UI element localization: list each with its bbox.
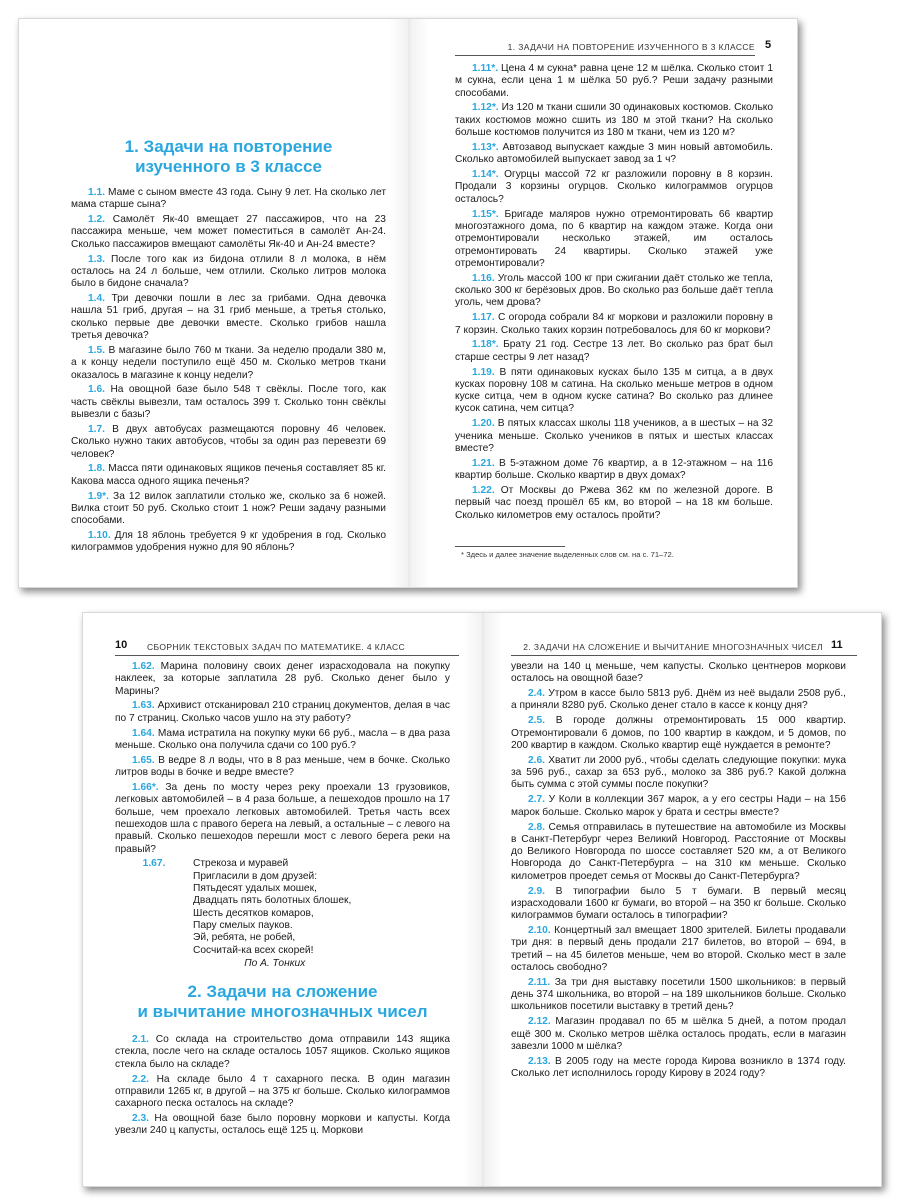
problem-text: Из 120 м ткани сшили 30 одинаковых костюмов. Сколько таких костюмов можно сшить из 180 м этой ткани? На сколько больше костюмов получится из 180 м ткани, чем из 120 м? (455, 102, 773, 139)
problem-number: 1.62. (132, 661, 155, 672)
poem-author: По А. Тонких (244, 957, 306, 969)
problem-number: 2.11. (528, 976, 551, 988)
problem-number: 2.3. (132, 1113, 149, 1125)
right-column (511, 661, 846, 1083)
problem-number: 1.19. (472, 366, 495, 378)
problem-item (115, 728, 450, 753)
problem-number: 1.14*. (472, 169, 499, 181)
right-column (455, 63, 773, 525)
problem-number: 1.22. (472, 485, 495, 497)
problem-text: За день по мосту через реку проехали 13 грузовиков, легковых автомобилей – в 4 раза больше, а пешеходов прошло на 17 больше, чем проехало легковых автомобилей. Третья часть всех пешеходов шла с правого берега на левый, а остальные – с левого на правый. Сколько пешеходов перешли мост с левого берега реки на правый? (115, 782, 450, 855)
page-number: 5 (765, 39, 772, 51)
problem-item (455, 312, 773, 337)
problem-number: 1.4. (88, 293, 105, 305)
problem-item (455, 339, 773, 364)
problem-item (115, 1113, 450, 1138)
problem-number: 1.63. (132, 700, 155, 712)
problem-item (455, 458, 773, 483)
problem-text: Архивист отсканировал 210 страниц документов, делая в час по 7 страниц. Сколько часов ушло на эту работу? (115, 700, 450, 724)
problem-text: В городе должны отремонтировать 15 000 квартир. Отремонтировали 6 домов, по 100 квартир в каждом, и 5 домов, по 200 квартир в каждом. Сколько квартир ещё нуждается в ремонте? (511, 715, 846, 751)
problem-text: В типографии было 5 т бумаги. В первый месяц израсходовали 1600 кг бумаги, во второй – на 350 кг больше. Сколько килограммов бумаги осталось в типографии? (511, 885, 846, 922)
problem-item (511, 822, 846, 883)
section-title (115, 982, 450, 1022)
problem-item (455, 63, 773, 100)
problem-item (71, 530, 386, 555)
problem-text: Автозавод выпускает каждые 3 мин новый автомобиль. Сколько автомобилей выпускает завод за 1 ч? (455, 141, 773, 166)
problem-text: После того как из бидона отлили 8 л молока, в нём осталось на 24 л больше, чем отлили. Сколько литров молока было в бидоне сначала? (71, 253, 386, 290)
problem-item (71, 254, 386, 291)
problem-number: 2.10. (528, 925, 551, 937)
problem-text: В пятых классах школы 118 учеников, а в шестых – на 32 ученика меньше. Сколько учеников в пятых и шестых классах вместе? (455, 418, 773, 454)
problem-number: 1.18*. (472, 339, 499, 351)
footnote: * Здесь и далее значение выделенных слов см. на с. 71–72. (461, 550, 674, 559)
poem-line: Шесть десятков комаров, (193, 907, 314, 919)
problem-text: Хватит ли 2000 руб., чтобы сделать следующие покупки: мука за 596 руб., сахар за 653 руб., молоко за 386 руб.? Какой должна быть сумма с этой суммы после покупки? (511, 754, 846, 791)
problem-number: 1.20. (472, 418, 495, 430)
problem-item (455, 169, 773, 206)
problem-text: Огурцы массой 72 кг разложили поровну в 8 корзин. Продали 3 корзины огурцов. Сколько килограммов огурцов осталось? (455, 169, 773, 205)
problem-item (71, 424, 386, 461)
problem-item (455, 209, 773, 270)
problem-text: Концертный зал вмещает 1800 зрителей. Билеты продавали три дня: в первый день продали 217 билетов, во второй – 694, в третий – на 45 билетов меньше, чем во второй. Сколько мест в зале осталось свободно? (511, 925, 846, 973)
problem-number: 2.4. (528, 688, 545, 700)
problem-text: В 2005 году на месте города Кирова возникло в 1374 году. Сколько лет исполнилось городу Кирову в 2024 году? (511, 1055, 846, 1080)
page-11 (483, 613, 882, 1186)
problem-number: 2.2. (132, 1073, 149, 1085)
section-title-line-2: и вычитание многозначных чисел (137, 1002, 428, 1022)
problem-text: С огорода собрали 84 кг моркови и разложили поровну в 7 корзин. Сколько таких корзин потребовалось для 60 кг моркови? (455, 312, 773, 336)
problem-item (511, 688, 846, 713)
problem-item (455, 102, 773, 139)
problem-text: Цена 4 м сукна* равна цене 12 м шёлка. Сколько стоит 1 м сукна, если цена 1 м шёлка 50 руб.? Реши задачу разными способами. (455, 63, 773, 99)
problem-text: Маме с сыном вместе 43 года. Сыну 9 лет. На сколько лет мама старше сына? (71, 187, 386, 211)
left-column (71, 137, 386, 557)
bottom-book-spread (82, 612, 882, 1187)
problem-text: Семья отправилась в путешествие на автомобиле из Москвы в Санкт-Петербург через Великий Новгород. Расстояние от Москвы до Великого Новгорода по шоссе составляет 520 км, а от Великого Новгорода до Санкт-Петербурга – на 310 км меньше. Сколько километров проедет семья от Москвы до Санкт-Петербурга? (511, 821, 846, 882)
header-rule (115, 655, 459, 656)
section-title-line-2: изученного в 3 классе (135, 157, 322, 176)
problem-text: Утром в кассе было 5813 руб. Днём из неё выдали 2508 руб., а приняли 8280 руб. Сколько денег стало в кассе к концу дня? (511, 688, 846, 712)
running-header (147, 642, 459, 652)
problem-number: 1.2. (88, 214, 105, 226)
poem-line: Сосчитай-ка всех скорей! (193, 944, 314, 956)
poem-line: Пригласили в дом друзей: (193, 870, 318, 882)
poem-line: Стрекоза и муравей (193, 858, 289, 870)
problem-item (511, 925, 846, 974)
running-header-text: СБОРНИК ТЕКСТОВЫХ ЗАДАЧ ПО МАТЕМАТИКЕ. 4 КЛАСС (147, 642, 406, 652)
problem-item (115, 1074, 450, 1111)
problem-item (511, 794, 846, 819)
page-5 (409, 19, 798, 587)
problem-number: 1.12*. (472, 102, 499, 114)
top-book-spread (18, 18, 798, 588)
problem-text: За 12 вилок заплатили столько же, сколько за 6 ножей. Вилка стоит 50 руб. Сколько стоит 1 нож? Реши задачу разными способами. (71, 490, 386, 527)
problem-list (71, 187, 386, 555)
problem-number: 1.64. (132, 727, 155, 739)
problem-number: 2.6. (528, 754, 545, 766)
running-header-text: 2. ЗАДАЧИ НА СЛОЖЕНИЕ И ВЫЧИТАНИЕ МНОГОЗНАЧНЫХ ЧИСЕЛ (523, 642, 823, 652)
running-header (455, 42, 755, 52)
problem-text: На складе было 4 т сахарного песка. В один магазин отправили 1265 кг, в другой – на 375 кг больше. Сколько килограммов сахарного песка осталось на складе? (115, 1073, 450, 1110)
problem-number: 1.17. (472, 312, 495, 324)
problem-list (455, 63, 773, 522)
problem-number: 1.6. (88, 384, 105, 396)
problem-item (511, 886, 846, 923)
problem-text: Для 18 яблонь требуется 9 кг удобрения в год. Сколько килограммов удобрения нужно для 90 яблонь? (71, 530, 386, 554)
problem-text: В ведре 8 л воды, что в 8 раз меньше, чем в бочке. Сколько литров воды в бочке и ведре вместе? (115, 754, 450, 779)
page-number: 10 (115, 639, 128, 651)
problem-number: 2.13. (528, 1055, 551, 1067)
problem-item (115, 755, 450, 780)
problem-number: 2.9. (528, 885, 545, 897)
problem-text: Со склада на строительство дома отправили 143 ящика стекла, после чего на складе осталось 1057 ящиков. Сколько ящиков стекла было на складе? (115, 1034, 450, 1070)
problem-item (455, 273, 773, 310)
poem-line: Двадцать пять болотных блошек, (193, 895, 352, 907)
problem-text: На овощной базе было поровну моркови и капусты. Когда увезли 240 ц капусты, осталось ещё 125 ц. Моркови (115, 1113, 450, 1137)
problem-list (511, 688, 846, 1080)
problem-number: 1.11*. (472, 63, 499, 74)
problem-text: От Москвы до Ржева 362 км по железной дороге. В первый час поезд прошёл 65 км, во второй – на 18 км больше. Сколько километров ему осталось пройти? (455, 485, 773, 521)
problem-number: 1.65. (132, 754, 155, 766)
problem-item (71, 214, 386, 251)
section-title-line-1: 1. Задачи на повторение (124, 137, 333, 156)
problem-item (71, 384, 386, 421)
problem-text: В двух автобусах размещаются поровну 46 человек. Сколько нужно таких автобусов, чтобы за один раз перевезти 69 человек? (71, 423, 386, 460)
problem-item (71, 491, 386, 528)
poem-line: Пятьдесят удалых мошек, (193, 883, 317, 895)
problem-number: 2.1. (132, 1034, 149, 1046)
running-header (511, 642, 823, 652)
problem-number: 2.7. (528, 794, 545, 806)
problem-number: 1.67. (142, 858, 166, 870)
section-title-line-1: 2. Задачи на сложение (187, 982, 378, 1002)
problem-number: 1.3. (88, 253, 105, 265)
problem-number: 1.7. (88, 423, 105, 435)
problem-item (511, 715, 846, 752)
problem-number: 1.66*. (132, 782, 159, 794)
problem-number: 2.8. (528, 821, 545, 833)
poem-line: Пару смелых пауков. (193, 919, 293, 931)
problem-number: 1.21. (472, 457, 495, 469)
problem-text: Самолёт Як-40 вмещает 27 пассажиров, что на 23 пассажира меньше, чем может поместиться в самолёт Ан-24. Сколько пассажиров вмещают самолёты Як-40 и Ан-24 вместе? (71, 214, 386, 250)
problem-number: 1.8. (88, 463, 105, 475)
problem-item (71, 345, 386, 382)
problem-text: Масса пяти одинаковых ящиков печенья составляет 85 кг. Какова масса одного ящика печенья? (71, 463, 386, 487)
problem-text: Мама истратила на покупку муки 66 руб., масла – в два раза меньше. Сколько она получила сдачи со 100 руб.? (115, 727, 450, 751)
continued-text: увезли на 140 ц меньше, чем капусты. Сколько центнеров моркови осталось на овощной базе? (511, 661, 846, 685)
header-rule (455, 55, 755, 56)
running-header-text: 1. ЗАДАЧИ НА ПОВТОРЕНИЕ ИЗУЧЕННОГО В 3 КЛАССЕ (507, 42, 755, 52)
problem-text: Три девочки пошли в лес за грибами. Одна девочка нашла 51 гриб, другая – на 31 гриб меньше, а третья столько, сколько первые две девочки вместе. Сколько грибов нашла третья девочка? (71, 293, 386, 342)
problem-item (71, 293, 386, 342)
problem-list (115, 1034, 450, 1138)
problem-text: На овощной базе было 548 т свёклы. После того, как часть свёклы вывезли, там осталось 399 т. Сколько тонн свёклы вывезли с базы? (71, 384, 386, 421)
problem-text: У Коли в коллекции 367 марок, а у его сестры Нади – на 156 марок больше. Сколько марок у брата и сестры вместе? (511, 794, 846, 818)
problem-number: 2.12. (528, 1016, 551, 1028)
problem-number: 1.16. (472, 272, 495, 284)
problem-text: Брату 21 год. Сестре 13 лет. Во сколько раз брат был старше сестры 9 лет назад? (455, 339, 773, 363)
problem-text: Уголь массой 100 кг при сжигании даёт столько же тепла, сколько 300 кг берёзовых дров. Во сколько раз больше даёт тепла уголь, чем дрова? (455, 272, 773, 309)
problem-item (115, 1034, 450, 1071)
problem-item (511, 977, 846, 1014)
problem-number: 1.5. (88, 344, 105, 356)
problem-item (455, 418, 773, 455)
problem-item (115, 661, 450, 698)
problem-number: 1.10. (88, 530, 111, 542)
problem-number: 1.15*. (472, 208, 499, 220)
problem-item (71, 187, 386, 212)
problem-number: 1.1. (88, 187, 105, 198)
left-column (115, 661, 450, 1140)
page-number: 11 (831, 639, 843, 651)
problem-item (71, 463, 386, 488)
header-rule (511, 655, 857, 656)
footnote-rule (455, 546, 565, 547)
problem-text: В пяти одинаковых кусках было 135 м ситца, а в двух кусках поровну 108 м сатина. На сколько меньше метров в одном куске ситца, чем в одном куске сатина? Во сколько раз длинее кусок сатина, чем ситца? (455, 366, 773, 415)
poem-lines (193, 858, 351, 970)
problem-number: 1.13*. (472, 141, 499, 153)
page-10 (83, 613, 483, 1186)
problem-item (511, 755, 846, 792)
problem-text: Марина половину своих денег израсходовала на покупку наклеек, за которые заплатила 28 руб. Сколько денег было у Марины? (115, 661, 450, 697)
problem-list (115, 661, 450, 856)
problem-item (455, 142, 773, 167)
problem-item (511, 1016, 846, 1053)
problem-number: 2.5. (528, 715, 545, 727)
poem-line: Эй, ребята, не робей, (193, 932, 296, 944)
problem-item (115, 782, 450, 856)
problem-item (511, 1056, 846, 1081)
problem-text: За три дня выставку посетили 1500 школьников: в первый день 374 школьника, во второй – на 189 школьников больше. Сколько школьников посетили выставку в третий день? (511, 976, 846, 1013)
problem-item (455, 367, 773, 416)
problem-text: В 5-этажном доме 76 квартир, а в 12-этажном – на 116 квартир больше. Сколько квартир в двух домах? (455, 457, 773, 482)
problem-item (115, 700, 450, 725)
page-4 (19, 19, 409, 587)
problem-text: В магазине было 760 м ткани. За неделю продали 380 м, а к концу недели поступило ещё 450 м. Сколько метров ткани оказалось в магазине к концу недели? (71, 344, 387, 381)
section-title (71, 137, 386, 177)
problem-text: Магазин продавал по 65 м шёлка 5 дней, а потом продал ещё 300 м. Сколько метров шёлка осталось продать, если в магазин завезли 1000 м шёлка? (511, 1016, 846, 1052)
problem-item (455, 485, 773, 522)
problem-text: Бригаде маляров нужно отремонтировать 66 квартир многоэтажного дома, по 6 квартир на каждом этаже. Когда они отремонтировали несколько этажей, им осталось отремонтировать 24 квартиры. Сколько этажей уже отремонтировали? (455, 208, 773, 269)
poem-problem (115, 858, 450, 970)
problem-number: 1.9*. (88, 490, 109, 502)
